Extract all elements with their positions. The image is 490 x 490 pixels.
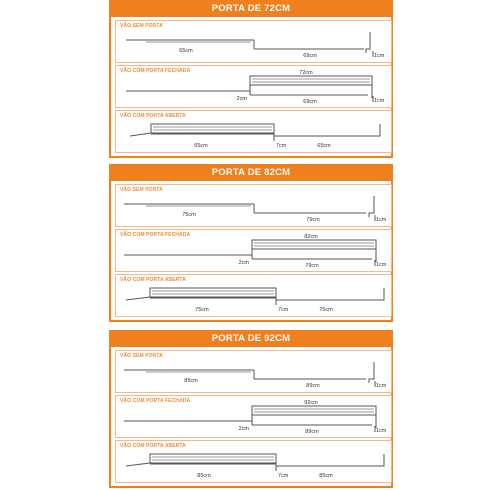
door-block-82 bbox=[109, 164, 393, 322]
dim-left: 2cm bbox=[238, 426, 249, 432]
dim-left: 65cm bbox=[194, 143, 208, 149]
dim-mid: 7cm bbox=[276, 143, 287, 149]
dim-end: 1cm bbox=[376, 262, 387, 268]
door-block-92 bbox=[109, 330, 393, 488]
diagram-porta-fechada bbox=[116, 396, 391, 437]
dim-mid: 7cm bbox=[278, 473, 289, 479]
door-block-72 bbox=[109, 0, 393, 158]
dim-end: 1cm bbox=[376, 383, 387, 389]
dim-left: 2cm bbox=[238, 260, 249, 266]
panel-porta-aberta bbox=[115, 440, 392, 483]
panel-label: VÃO COM PORTA FECHADA bbox=[120, 68, 191, 74]
dim-top: 72cm bbox=[299, 70, 313, 76]
end-stop bbox=[378, 454, 384, 466]
diagram-sem-porta bbox=[116, 351, 391, 392]
closed-door-panel bbox=[252, 406, 376, 415]
block-title: PORTA DE 92CM bbox=[109, 330, 393, 347]
dim-top: 82cm bbox=[304, 234, 318, 240]
dim-right: 79cm bbox=[305, 263, 319, 269]
panel-label: VÃO COM PORTA FECHADA bbox=[120, 232, 191, 238]
closed-door-panel bbox=[252, 240, 376, 249]
dim-right: 85cm bbox=[319, 473, 333, 479]
closed-door-panel bbox=[250, 76, 372, 85]
panel-sem-porta bbox=[115, 20, 392, 63]
dim-mid: 7cm bbox=[278, 307, 289, 313]
end-stop bbox=[378, 288, 384, 300]
diagram-porta-aberta bbox=[116, 441, 391, 482]
block-body bbox=[109, 17, 393, 158]
block-title: PORTA DE 82CM bbox=[109, 164, 393, 181]
panel-label: VÃO COM PORTA ABERTA bbox=[120, 443, 186, 449]
open-door-panel bbox=[151, 124, 274, 133]
open-door-panel bbox=[150, 288, 276, 297]
panel-label: VÃO COM PORTA ABERTA bbox=[120, 277, 186, 283]
panel-porta-aberta bbox=[115, 274, 392, 317]
dim-left: 2cm bbox=[236, 96, 247, 102]
panel-label: VÃO COM PORTA ABERTA bbox=[120, 113, 186, 119]
dim-end: 1cm bbox=[376, 217, 387, 223]
wall-line bbox=[130, 133, 151, 136]
diagram-porta-aberta bbox=[116, 111, 391, 152]
dim-right: 69cm bbox=[303, 99, 317, 105]
panel-label: VÃO SEM PORTA bbox=[120, 353, 163, 359]
panel-porta-fechada bbox=[115, 395, 392, 438]
end-stop bbox=[369, 196, 374, 217]
dim-right: 75cm bbox=[319, 307, 333, 313]
dim-left: 65cm bbox=[179, 48, 193, 54]
panel-porta-fechada bbox=[115, 65, 392, 108]
dim-end: 1cm bbox=[374, 98, 385, 104]
dim-right: 65cm bbox=[317, 143, 331, 149]
end-stop bbox=[369, 362, 374, 383]
dim-left: 85cm bbox=[184, 378, 198, 384]
diagram-sem-porta bbox=[116, 21, 391, 62]
diagram-porta-aberta bbox=[116, 275, 391, 316]
end-stop bbox=[374, 124, 380, 136]
dim-end: 1cm bbox=[374, 53, 385, 59]
panel-porta-aberta bbox=[115, 110, 392, 153]
panel-label: VÃO COM PORTA FECHADA bbox=[120, 398, 191, 404]
dim-left: 85cm bbox=[197, 473, 211, 479]
block-title: PORTA DE 72CM bbox=[109, 0, 393, 17]
dim-top: 92cm bbox=[304, 400, 318, 406]
end-stop bbox=[366, 32, 370, 53]
dim-right: 89cm bbox=[306, 383, 320, 389]
diagram-porta-fechada bbox=[116, 230, 391, 271]
wall-line bbox=[126, 463, 150, 466]
dim-end: 1cm bbox=[376, 428, 387, 434]
block-body bbox=[109, 347, 393, 488]
dim-left: 75cm bbox=[182, 212, 196, 218]
wall-line bbox=[126, 297, 150, 300]
diagram-porta-fechada bbox=[116, 66, 391, 107]
dim-right: 89cm bbox=[305, 429, 319, 435]
dim-right: 79cm bbox=[306, 217, 320, 223]
panel-label: VÃO SEM PORTA bbox=[120, 187, 163, 193]
open-door-panel bbox=[150, 454, 276, 463]
panel-porta-fechada bbox=[115, 229, 392, 272]
panel-sem-porta bbox=[115, 184, 392, 227]
panel-label: VÃO SEM PORTA bbox=[120, 23, 163, 29]
dim-right: 69cm bbox=[303, 53, 317, 59]
panel-sem-porta bbox=[115, 350, 392, 393]
block-body bbox=[109, 181, 393, 322]
dim-left: 75cm bbox=[195, 307, 209, 313]
diagram-sem-porta bbox=[116, 185, 391, 226]
